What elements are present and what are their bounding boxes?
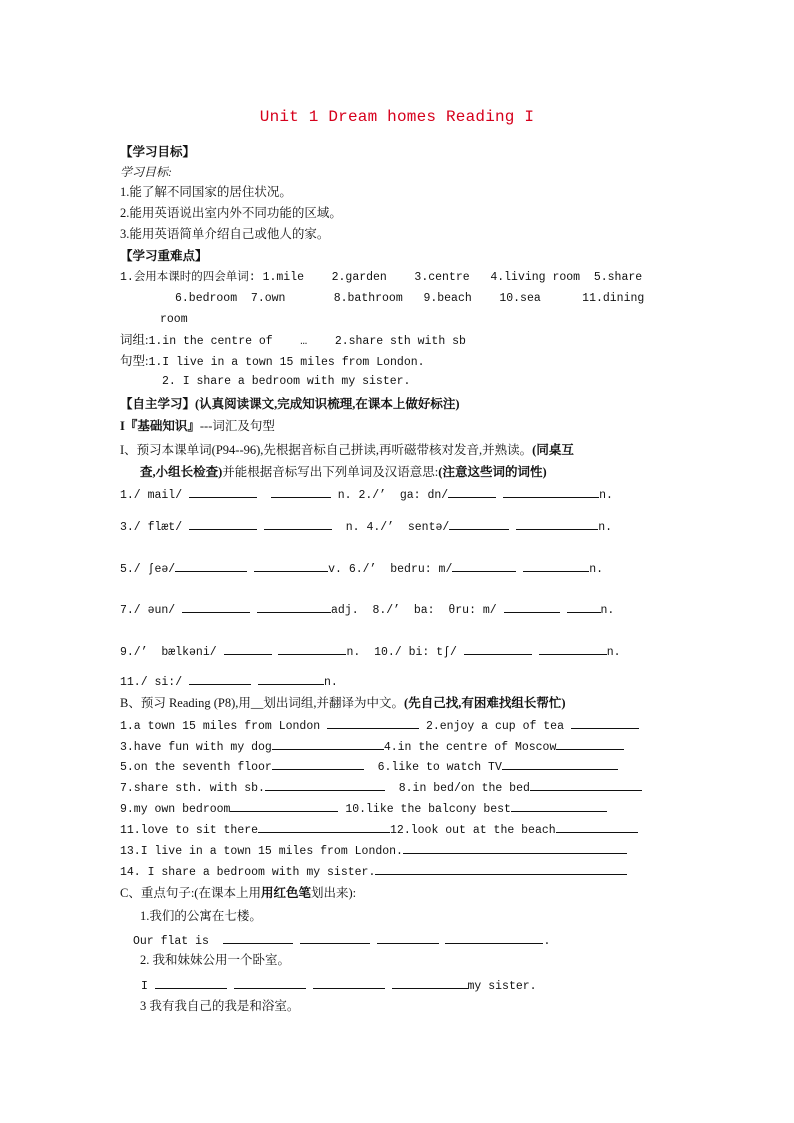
answer-blank[interactable] [223, 931, 293, 944]
phrase-12: 12.look out at the beach [390, 824, 556, 837]
answer-blank[interactable] [445, 931, 543, 944]
answer-blank[interactable] [258, 820, 390, 833]
answer-blank[interactable] [448, 485, 496, 498]
instruction-1-bold: (同桌互 [532, 443, 574, 457]
heading-objectives: 【学习目标】 [120, 145, 196, 159]
phrases-label: 词组: [120, 333, 149, 347]
answer-blank[interactable] [272, 737, 384, 750]
instruction-1-text: I、预习本课单词(P94--96),先根据音标自己拼读,再听磁带核对发音,并熟读。 [120, 443, 533, 457]
phrase-10: 10.like the balcony best [345, 803, 511, 816]
page-title: Unit 1 Dream homes Reading I [259, 108, 535, 126]
key-sentence-2-en [141, 976, 537, 995]
phrase-7: 7.share sth. with sb. [120, 782, 265, 795]
partB-text: B、预习 Reading (P8),用__划出词组,并翻译为中文。 [120, 696, 405, 710]
phonetic-9: 9./’ bælkəni/ [120, 646, 217, 659]
phonetic-3: 3./ flæt/ [120, 521, 183, 534]
vocab-line-2: 6.bedroom 7.own 8.bathroom 9.beach 10.sea 11.dining [175, 292, 645, 305]
key-sentence-2-end: my sister. [467, 980, 537, 993]
phrases-row [120, 332, 466, 350]
answer-blank[interactable] [182, 600, 250, 613]
phrase-2: 2.enjoy a cup of tea [425, 720, 564, 733]
answer-blank[interactable] [272, 757, 364, 770]
phonetic-6: 6./’ bedru: m/ [348, 563, 453, 576]
phrase-row-6 [120, 820, 638, 839]
key-sentence-1-start: Our flat is [133, 935, 209, 948]
pos-label: n. [599, 489, 613, 502]
phonetic-row-5 [120, 642, 621, 661]
phrase-3: 3.have fun with my dog [120, 741, 272, 754]
answer-blank[interactable] [257, 600, 331, 613]
phonetic-8: 8./’ ba: θru: m/ [372, 604, 497, 617]
instruction-line-2 [140, 464, 547, 480]
phonetic-11: 11./ si:/ [120, 676, 183, 689]
pos-label: adj. [331, 604, 359, 617]
key-sentence-2-start: I [141, 980, 148, 993]
phrase-6: 6.like to watch TV [377, 761, 502, 774]
answer-blank[interactable] [189, 485, 257, 498]
phrase-8: 8.in bed/on the bed [398, 782, 530, 795]
instruction-line-1 [120, 442, 574, 458]
pos-label: n. [598, 521, 613, 534]
sentences-row [120, 353, 425, 371]
answer-blank[interactable] [375, 862, 627, 875]
phrase-row-3 [120, 757, 618, 776]
partB-bold: (先自己找,有困难找组长帮忙) [404, 696, 566, 710]
key-sentence-1-en: Our flat is . [133, 931, 550, 950]
phrase-row-7 [120, 841, 627, 860]
answer-blank[interactable] [523, 559, 589, 572]
phonetic-row-6 [120, 672, 338, 691]
answer-blank[interactable] [503, 485, 599, 498]
partC-end: 划出来): [311, 886, 357, 900]
pos-label: n. [600, 604, 615, 617]
objective-1: 1.能了解不同国家的居住状况。 [120, 185, 292, 199]
answer-blank[interactable] [403, 841, 627, 854]
heading-key-points: 【学习重难点】 [120, 249, 208, 263]
answer-blank[interactable] [189, 672, 251, 685]
sentences-label: 句型: [120, 354, 149, 368]
pos-label: n. [323, 676, 338, 689]
phrase-11: 11.love to sit there [120, 824, 259, 837]
answer-blank[interactable] [452, 559, 516, 572]
partB-heading [120, 695, 565, 711]
phrase-5: 5.on the seventh floor [120, 761, 272, 774]
phrase-row-4 [120, 778, 642, 797]
vocab-line-3: room [160, 313, 188, 326]
phrase-row-1 [120, 716, 639, 735]
phrase-row-5 [120, 799, 607, 818]
answer-blank[interactable] [567, 600, 601, 613]
answer-blank[interactable] [313, 976, 385, 989]
partC-bold: 用红色笔 [260, 886, 311, 900]
part1-label: I『基础知识』 [120, 419, 200, 433]
instruction-2-bold: 查,小组长检查) [140, 465, 223, 479]
sentence-13: 13.I live in a town 15 miles from London. [120, 845, 403, 858]
pos-label: n. [345, 521, 360, 534]
phonetic-4: 4./’ sentə/ [366, 521, 450, 534]
answer-blank[interactable] [278, 642, 346, 655]
key-sentence-3-cn: 3 我有我自己的我是和浴室。 [140, 999, 300, 1013]
answer-blank[interactable] [175, 559, 247, 572]
answer-blank[interactable] [265, 778, 385, 791]
answer-blank[interactable] [234, 976, 306, 989]
phonetic-7: 7./ əun/ [120, 604, 176, 617]
part1-heading [120, 418, 275, 434]
answer-blank[interactable] [264, 517, 332, 530]
answer-blank[interactable] [327, 716, 419, 729]
answer-blank[interactable] [502, 757, 618, 770]
sentence-14: 14. I share a bedroom with my sister. [120, 866, 376, 879]
phrase-1: 1.a town 15 miles from London [120, 720, 321, 733]
sentence-2: 2. I share a bedroom with my sister. [162, 375, 411, 388]
instruction-2-text: 并能根据音标写出下列单词及汉语意思: [222, 465, 439, 479]
phrase-row-2 [120, 737, 624, 756]
answer-blank[interactable] [189, 517, 257, 530]
answer-blank[interactable] [571, 716, 639, 729]
answer-blank[interactable] [392, 976, 468, 989]
instruction-2-bold-2: (注意这些词的词性) [438, 465, 547, 479]
answer-blank[interactable] [464, 642, 532, 655]
answer-blank[interactable] [539, 642, 607, 655]
answer-blank[interactable] [504, 600, 560, 613]
phrase-row-8 [120, 862, 627, 881]
partC-text: C、重点句子:(在课本上用 [120, 886, 261, 900]
pos-label: v. [328, 563, 342, 576]
key-sentence-2-cn: 2. 我和妹妹公用一个卧室。 [140, 953, 291, 967]
answer-blank[interactable] [556, 737, 624, 750]
vocab-line-1: 1.会用本课时的四会单词: 1.mile 2.garden 3.centre 4.living room 5.share [120, 271, 643, 284]
pos-label: n. [606, 646, 621, 659]
phonetic-row-1 [120, 485, 613, 504]
phonetic-10: 10./ bi: tʃ/ [374, 646, 457, 659]
heading-self-study: 【自主学习】(认真阅读课文,完成知识梳理,在课本上做好标注) [120, 397, 460, 411]
phonetic-row-3 [120, 559, 603, 578]
phonetic-2: 2./’ ga: dn/ [358, 489, 449, 502]
phonetic-row-2 [120, 517, 612, 536]
pos-label: n. [346, 646, 361, 659]
phrase-4: 4.in the centre of Moscow [383, 741, 557, 754]
objective-3: 3.能用英语简单介绍自己或他人的家。 [120, 227, 330, 241]
answer-blank[interactable] [300, 931, 370, 944]
pos-label: n. [589, 563, 604, 576]
partC-heading [120, 885, 356, 901]
objective-2: 2.能用英语说出室内外不同功能的区域。 [120, 206, 342, 220]
phrase-9: 9.my own bedroom [120, 803, 231, 816]
answer-blank[interactable] [271, 485, 331, 498]
answer-blank[interactable] [230, 799, 338, 812]
pos-label: n. [337, 489, 352, 502]
answer-blank[interactable] [377, 931, 439, 944]
answer-blank[interactable] [254, 559, 328, 572]
answer-blank[interactable] [449, 517, 509, 530]
answer-blank[interactable] [511, 799, 607, 812]
phonetic-5: 5./ ʃeə/ [120, 563, 176, 576]
key-sentence-1-cn: 1.我们的公寓在七楼。 [140, 909, 262, 923]
answer-blank[interactable] [155, 976, 227, 989]
answer-blank[interactable] [516, 517, 598, 530]
objectives-subtitle: 学习目标: [120, 165, 172, 179]
answer-blank[interactable] [556, 820, 638, 833]
phonetic-row-4 [120, 600, 614, 619]
answer-blank[interactable] [224, 642, 272, 655]
answer-blank[interactable] [258, 672, 324, 685]
sentence-1: 1.I live in a town 15 miles from London. [148, 356, 425, 369]
phonetic-1: 1./ mail/ [120, 489, 183, 502]
answer-blank[interactable] [530, 778, 642, 791]
part1-rest: ---词汇及句型 [199, 419, 275, 433]
phrases-text: 1.in the centre of … 2.share sth with sb [148, 335, 466, 348]
